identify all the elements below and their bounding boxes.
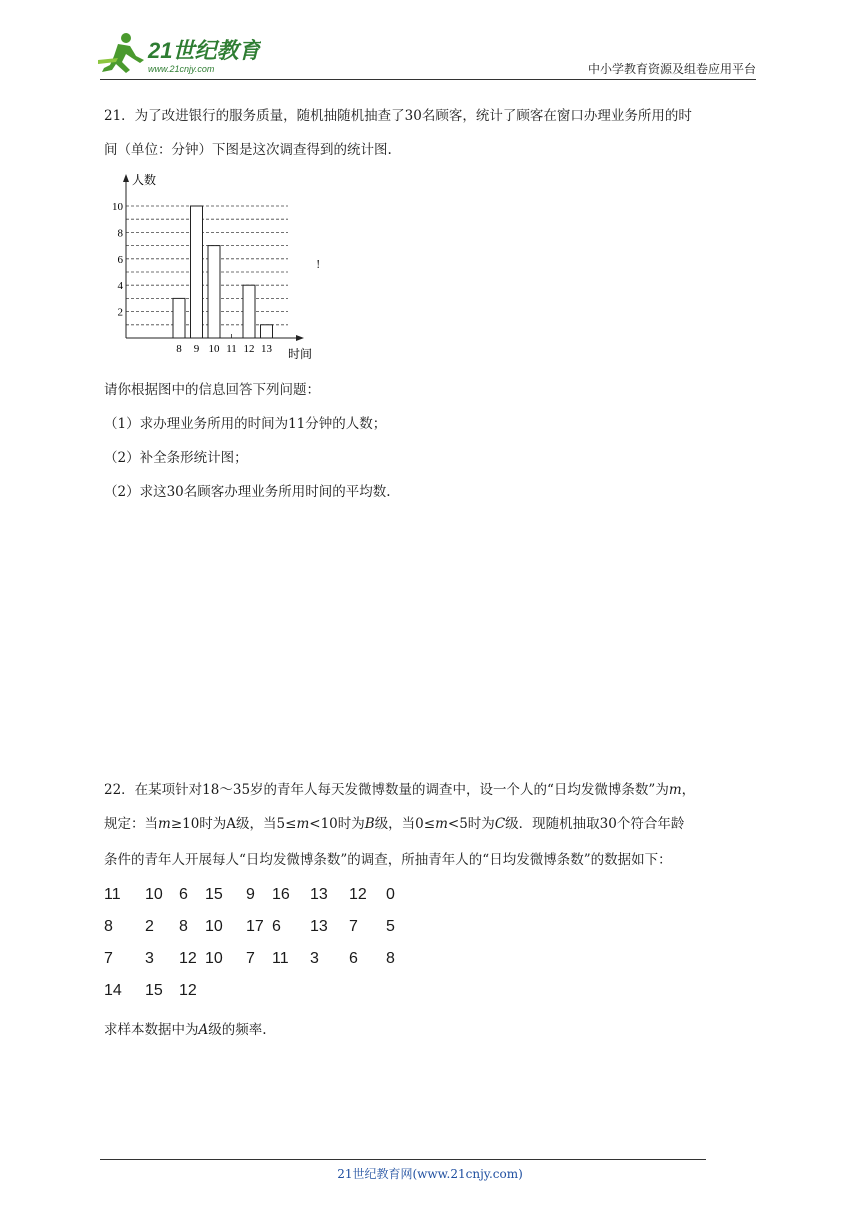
data-cell: 12 <box>349 886 367 903</box>
data-cell: 6 <box>272 918 281 935</box>
data-cell: 0 <box>386 886 395 903</box>
q22-line3: 条件的青年人开展每人“日均发微博条数”的调查，所抽青年人的“日均发微博条数”的数据如下： <box>104 852 672 868</box>
x-tick-label: 10 <box>208 343 220 355</box>
header-platform-text: 中小学教育资源及组卷应用平台 <box>587 62 756 76</box>
data-cell: 6 <box>179 886 188 903</box>
x-tick-label: 8 <box>176 343 182 355</box>
footer-divider <box>100 1159 706 1160</box>
bar <box>191 206 203 338</box>
q22-ask: 求样本数据中为A级的频率. <box>104 1022 267 1038</box>
site-logo <box>96 30 261 76</box>
bar <box>261 325 273 338</box>
data-cell: 13 <box>310 886 328 903</box>
data-cell: 3 <box>145 950 154 967</box>
data-cell: 15 <box>205 886 223 903</box>
q21-prompt: 请你根据图中的信息回答下列问题： <box>104 382 320 398</box>
data-cell: 14 <box>104 982 122 999</box>
data-cell: 15 <box>145 982 163 999</box>
data-cell: 11 <box>104 886 121 903</box>
runner-icon <box>98 33 144 73</box>
data-cell: 12 <box>179 950 197 967</box>
data-cell: 10 <box>205 950 223 967</box>
data-cell: 10 <box>205 918 223 935</box>
data-cell: 17 <box>246 918 264 935</box>
q22-line2: 规定：当m≥10时为A级，当5≤m<10时为B级，当0≤m<5时为C级．现随机抽取30个符合年龄 <box>104 816 685 832</box>
bar <box>243 285 255 338</box>
bar <box>173 298 185 338</box>
x-tick-label: 12 <box>243 343 255 355</box>
y-tick-label: 2 <box>117 306 123 319</box>
q21-sub1: （1）求办理业务所用的时间为11分钟的人数； <box>104 416 387 432</box>
data-cell: 7 <box>349 918 358 935</box>
q21-sub2: （2）补全条形统计图； <box>104 450 248 466</box>
x-tick-label: 11 <box>226 343 237 355</box>
logo-url: www.21cnjy.com <box>148 64 215 74</box>
logo-brand: 21世纪教育 <box>148 38 261 63</box>
data-cell: 10 <box>145 886 163 903</box>
data-cell: 13 <box>310 918 328 935</box>
data-cell: 8 <box>179 918 188 935</box>
data-cell: 8 <box>386 950 395 967</box>
data-cell: 3 <box>310 950 319 967</box>
y-tick-label: 8 <box>117 227 123 240</box>
y-tick-label: 6 <box>117 253 123 266</box>
q21-sub3: （2）求这30名顾客办理业务所用时间的平均数. <box>104 484 391 500</box>
y-axis-label: 人数 <box>132 173 157 187</box>
data-cell: 6 <box>349 950 358 967</box>
data-cell: 7 <box>246 950 255 967</box>
bar-chart <box>110 168 325 366</box>
data-cell: 8 <box>104 918 113 935</box>
data-cell: 11 <box>272 950 289 967</box>
x-axis-label: 时间 <box>288 347 313 361</box>
y-tick-label: 4 <box>117 280 123 293</box>
q22-line1: 22．在某项针对18～35岁的青年人每天发微博数量的调查中，设一个人的“日均发微博条数”为m， <box>104 782 696 798</box>
y-axis-arrow <box>123 174 129 182</box>
x-tick-label: 13 <box>261 343 272 355</box>
data-cell: 5 <box>386 918 395 935</box>
x-axis-arrow <box>296 335 304 341</box>
data-cell: 7 <box>104 950 113 967</box>
bar <box>208 246 220 338</box>
data-cell: 16 <box>272 886 290 903</box>
q21-line2: 间（单位：分钟）下图是这次调查得到的统计图. <box>104 142 392 158</box>
footer-text: 21世纪教育网(www.21cnjy.com) <box>337 1167 523 1181</box>
y-tick-label: 10 <box>112 201 123 213</box>
header-divider <box>100 79 756 80</box>
q21-line1: 21．为了改进银行的服务质量，随机抽随机抽查了30名顾客，统计了顾客在窗口办理业务所用的时 <box>104 108 692 124</box>
data-cell: 2 <box>145 918 154 935</box>
data-cell: 9 <box>246 886 255 903</box>
x-tick-label: 9 <box>193 343 200 355</box>
data-cell: 12 <box>179 982 197 999</box>
stray-mark: ! <box>316 258 321 271</box>
